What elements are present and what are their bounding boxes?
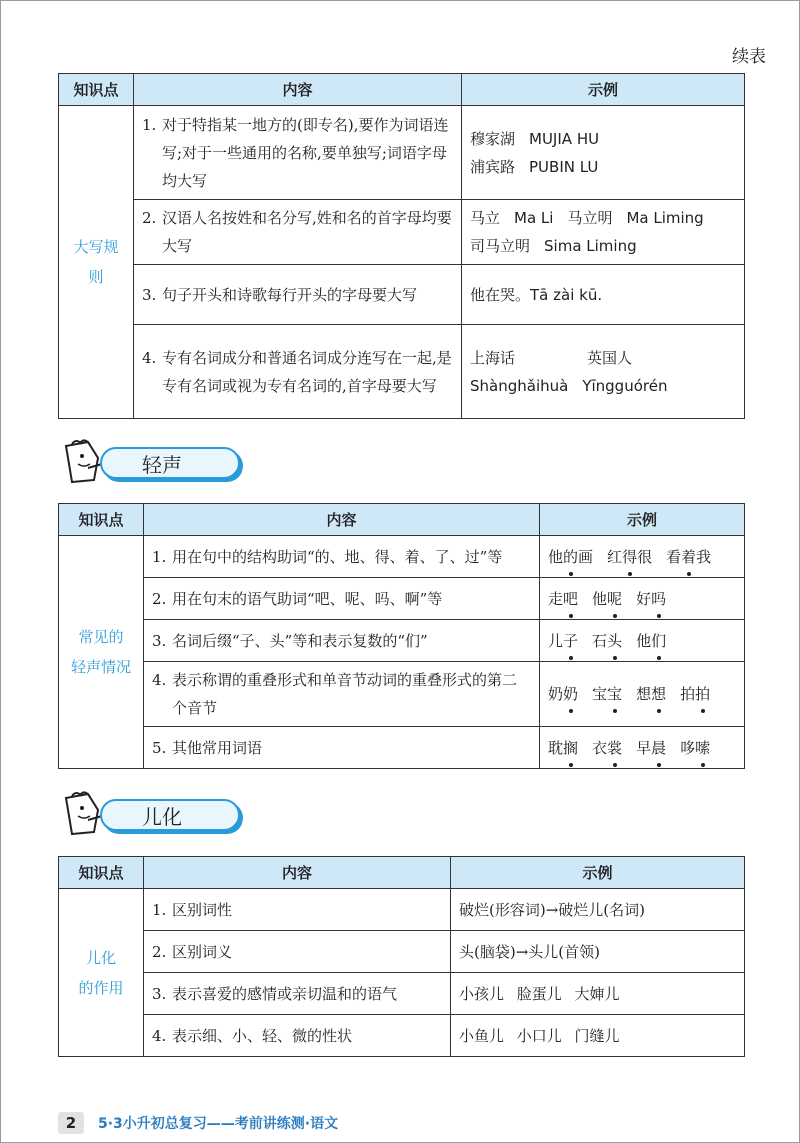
header-example: 示例: [462, 74, 745, 106]
page-footer: [58, 1112, 338, 1134]
table-row-example: 穆家湖 MUJIA HU 浦宾路 PUBIN LU: [462, 106, 745, 200]
table-row-example: 马立 Ma Li 马立明 Ma Liming 司马立明 Sima Liming: [462, 200, 745, 265]
page-number: 2: [58, 1112, 84, 1134]
table-row-content: 5. 其他常用词语: [144, 727, 540, 769]
capitalization-table: [58, 73, 745, 419]
table-row-example: 他的画 红得很 看着我: [540, 536, 745, 578]
section-erhua-header: [58, 790, 258, 840]
table-row-example: 走吧 他呢 好吗: [540, 578, 745, 620]
table-row-example: 奶奶 宝宝 想想 拍拍: [540, 662, 745, 727]
table-row-content: 4. 专有名词成分和普通名词成分连写在一起,是专有名词或视为专有名词的,首字母要大写: [134, 325, 462, 419]
table-row-content: 2. 汉语人名按姓和名分写,姓和名的首字母均要大写: [134, 200, 462, 265]
table-row-example: 耽搁 衣裳 早晨 哆嗦: [540, 727, 745, 769]
table-row-example: 小鱼儿 小口儿 门缝儿: [451, 1015, 745, 1057]
table-row-content: 2. 区别词义: [144, 931, 451, 973]
neutral-tone-table: [58, 503, 745, 769]
table-row-content: 4. 表示称谓的重叠形式和单音节动词的重叠形式的第二个音节: [144, 662, 540, 727]
table-row-example: 他在哭。Tā zài kū.: [462, 265, 745, 325]
table-row-example: 上海话 英国人 Shànghǎihuà Yīngguórén: [462, 325, 745, 419]
table-row-example: 儿子 石头 他们: [540, 620, 745, 662]
table-row-content: 3. 句子开头和诗歌每行开头的字母要大写: [134, 265, 462, 325]
header-knowledge: 知识点: [59, 74, 134, 106]
header-example: 示例: [451, 857, 745, 889]
table-row-example: 头(脑袋)→头儿(首领): [451, 931, 745, 973]
header-content: 内容: [144, 857, 451, 889]
category-capitalization: 大写规则: [59, 106, 134, 419]
erhua-table: [58, 856, 745, 1057]
table-row-content: 4. 表示细、小、轻、微的性状: [144, 1015, 451, 1057]
table-row-example: 小孩儿 脸蛋儿 大婶儿: [451, 973, 745, 1015]
category-erhua: 儿化 的作用: [59, 889, 144, 1057]
header-example: 示例: [540, 504, 745, 536]
table-row-content: 1. 对于特指某一地方的(即专名),要作为词语连写;对于一些通用的名称,要单独写;词语字母均大写: [134, 106, 462, 200]
header-content: 内容: [134, 74, 462, 106]
section-title: 儿化: [100, 799, 240, 831]
table-row-content: 2. 用在句末的语气助词“吧、呢、吗、啊”等: [144, 578, 540, 620]
header-knowledge: 知识点: [59, 857, 144, 889]
table-row-content: 3. 表示喜爱的感情或亲切温和的语气: [144, 973, 451, 1015]
category-neutral-tone: 常见的 轻声情况: [59, 536, 144, 769]
section-title: 轻声: [100, 447, 240, 479]
table-row-content: 1. 区别词性: [144, 889, 451, 931]
section-neutral-tone-header: [58, 438, 258, 488]
table-row-example: 破烂(形容词)→破烂儿(名词): [451, 889, 745, 931]
header-content: 内容: [144, 504, 540, 536]
continued-label: 续表: [732, 47, 766, 67]
book-title: 5·3小升初总复习——考前讲练测·语文: [98, 1116, 339, 1132]
header-knowledge: 知识点: [59, 504, 144, 536]
table-row-content: 3. 名词后缀“子、头”等和表示复数的“们”: [144, 620, 540, 662]
table-row-content: 1. 用在句中的结构助词“的、地、得、着、了、过”等: [144, 536, 540, 578]
